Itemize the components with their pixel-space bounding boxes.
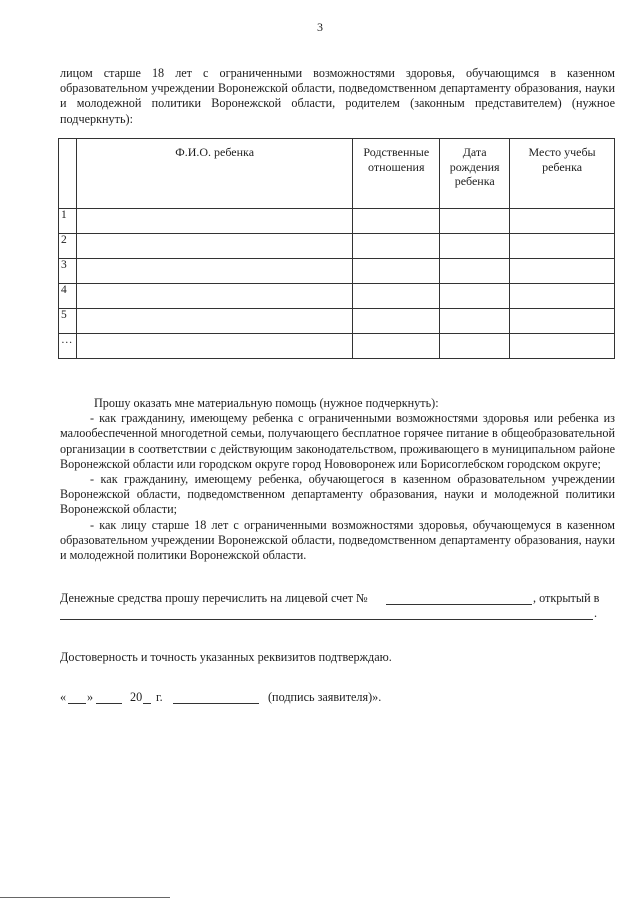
account-end-mark: . bbox=[594, 606, 598, 620]
request-option-3[interactable]: - как лицу старше 18 лет с ограниченными возможностями здоровья, обучающемуся в казенном образовательном учреждении Воронежской области, подведомственном департаменту образования, науки и молодежной политики Воронежской области. bbox=[60, 517, 615, 563]
school-cell[interactable] bbox=[510, 209, 615, 234]
relationship-cell[interactable] bbox=[353, 259, 440, 284]
intro-paragraph: лицом старше 18 лет с ограниченными возможностями здоровья, обучающимся в казенном образовательном учреждении Воронежской области, подведомственном департаменту образования, науки и молодежной политики Воронежской области, родителем (законным представителем) (нужное подчеркнуть): bbox=[60, 66, 615, 126]
footer-rule bbox=[0, 897, 170, 898]
date-open-quote: « bbox=[60, 690, 67, 704]
row-number: 1 bbox=[59, 209, 77, 234]
birth-date-cell[interactable] bbox=[440, 259, 510, 284]
school-cell[interactable] bbox=[510, 234, 615, 259]
page-number: 3 bbox=[317, 20, 323, 34]
header-birth-date: Дата рождения ребенка bbox=[440, 139, 510, 209]
birth-date-cell[interactable] bbox=[440, 209, 510, 234]
table-row bbox=[59, 209, 615, 234]
signature-field[interactable] bbox=[173, 703, 259, 704]
year-prefix: 20 bbox=[130, 690, 143, 704]
header-number bbox=[59, 139, 77, 209]
relationship-cell[interactable] bbox=[353, 334, 440, 359]
request-section bbox=[60, 396, 615, 563]
relationship-cell[interactable] bbox=[353, 209, 440, 234]
birth-date-cell[interactable] bbox=[440, 284, 510, 309]
header-relationship: Родственные отношения bbox=[353, 139, 440, 209]
row-number: 4 bbox=[59, 284, 77, 309]
row-number: 3 bbox=[59, 259, 77, 284]
request-option-2[interactable]: - как гражданину, имеющему ребенка, обучающегося в казенном образовательном учреждении Воронежской области, подведомственном департаменту образования, науки и молодежной политики Воронежской области; bbox=[60, 472, 615, 517]
bank-name-field[interactable] bbox=[60, 619, 593, 620]
birth-date-cell[interactable] bbox=[440, 234, 510, 259]
school-cell[interactable] bbox=[510, 334, 615, 359]
request-lead: Прошу оказать мне материальную помощь (нужное подчеркнуть): bbox=[94, 396, 439, 410]
account-opened-text: , открытый в bbox=[533, 591, 600, 605]
account-text: Денежные средства прошу перечислить на лицевой счет № bbox=[60, 591, 368, 605]
header-school: Место учебы ребенка bbox=[510, 139, 615, 209]
row-number: 2 bbox=[59, 234, 77, 259]
request-option-1[interactable]: - как гражданину, имеющему ребенка с ограниченными возможностями здоровья или ребенка из малообеспеченной многодетной семьи, получающего бесплатное горячее питание в общеобразовательной организации в соответствии с действующим законодательством, проживающего в муниципальном районе Воронежской области или городском округе город Нововоронеж или Борисоглебском городском округе; bbox=[60, 411, 615, 471]
child-name-cell[interactable] bbox=[76, 209, 352, 234]
date-close-quote: » bbox=[87, 690, 94, 704]
child-name-cell[interactable] bbox=[76, 234, 352, 259]
birth-date-cell[interactable] bbox=[440, 334, 510, 359]
school-cell[interactable] bbox=[510, 284, 615, 309]
table-row bbox=[59, 309, 615, 334]
school-cell[interactable] bbox=[510, 259, 615, 284]
relationship-cell[interactable] bbox=[353, 234, 440, 259]
child-name-cell[interactable] bbox=[76, 334, 352, 359]
account-number-field[interactable] bbox=[386, 604, 532, 605]
month-field[interactable] bbox=[96, 703, 122, 704]
year-field[interactable] bbox=[143, 703, 151, 704]
child-name-cell[interactable] bbox=[76, 309, 352, 334]
table-row bbox=[59, 334, 615, 359]
header-child-name: Ф.И.О. ребенка bbox=[76, 139, 352, 209]
children-table bbox=[58, 138, 615, 359]
child-name-cell[interactable] bbox=[76, 259, 352, 284]
signature-label: (подпись заявителя)». bbox=[268, 690, 382, 704]
table-header-row bbox=[59, 139, 615, 209]
school-cell[interactable] bbox=[510, 309, 615, 334]
year-suffix: г. bbox=[156, 690, 163, 704]
day-field[interactable] bbox=[68, 703, 86, 704]
birth-date-cell[interactable] bbox=[440, 309, 510, 334]
table-row bbox=[59, 284, 615, 309]
relationship-cell[interactable] bbox=[353, 309, 440, 334]
table-row bbox=[59, 234, 615, 259]
relationship-cell[interactable] bbox=[353, 284, 440, 309]
row-number: 5 bbox=[59, 309, 77, 334]
child-name-cell[interactable] bbox=[76, 284, 352, 309]
row-number: … bbox=[59, 334, 77, 359]
table-row bbox=[59, 259, 615, 284]
confirmation-text: Достоверность и точность указанных реквизитов подтверждаю. bbox=[60, 650, 392, 664]
